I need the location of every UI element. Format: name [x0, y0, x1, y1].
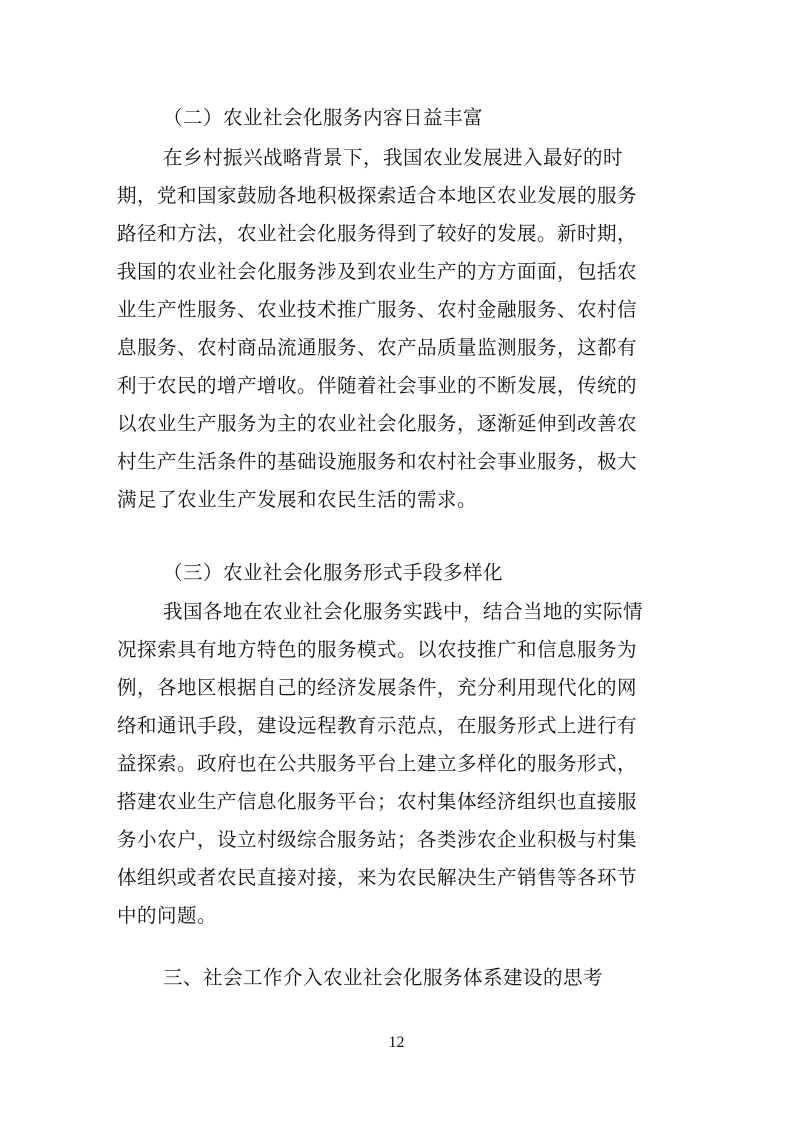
paragraph-line: 以农业生产服务为主的农业社会化服务，逐渐延伸到改善农 [117, 412, 638, 435]
section-heading-2: （二）农业社会化服务内容日益丰富 [163, 106, 484, 129]
section-heading-3: （三）农业社会化服务形式手段多样化 [163, 561, 504, 584]
paragraph-line: 搭建农业生产信息化服务平台；农村集体经济组织也直接服 [117, 790, 638, 813]
paragraph-line: 息服务、农村商品流通服务、农产品质量监测服务，这都有 [117, 336, 638, 359]
paragraph-line: 期，党和国家鼓励各地积极探索适合本地区农业发展的服务 [117, 184, 638, 207]
paragraph-line: 村生产生活条件的基础设施服务和农村社会事业服务，极大 [117, 450, 638, 473]
chapter-heading-3: 三、社会工作介入农业社会化服务体系建设的思考 [163, 966, 604, 989]
paragraph-line: 路径和方法，农业社会化服务得到了较好的发展。新时期， [117, 222, 638, 245]
paragraph-line: 例，各地区根据自己的经济发展条件，充分利用现代化的网 [117, 676, 638, 699]
paragraph-line: 我国各地在农业社会化服务实践中，结合当地的实际情 [163, 600, 644, 623]
paragraph-line: 利于农民的增产增收。伴随着社会事业的不断发展，传统的 [117, 374, 638, 397]
paragraph-line: 业生产性服务、农业技术推广服务、农村金融服务、农村信 [117, 298, 638, 321]
paragraph-line: 体组织或者农民直接对接，来为农民解决生产销售等各环节 [117, 866, 638, 889]
paragraph-line: 中的问题。 [117, 904, 218, 927]
paragraph-line: 满足了农业生产发展和农民生活的需求。 [117, 488, 478, 511]
paragraph-line: 益探索。政府也在公共服务平台上建立多样化的服务形式， [117, 752, 638, 775]
page-number: 12 [388, 1034, 405, 1051]
paragraph-line: 在乡村振兴战略背景下，我国农业发展进入最好的时 [163, 146, 624, 169]
paragraph-line: 络和通讯手段，建设远程教育示范点，在服务形式上进行有 [117, 714, 638, 737]
paragraph-line: 我国的农业社会化服务涉及到农业生产的方方面面，包括农 [117, 260, 638, 283]
paragraph-line: 务小农户，设立村级综合服务站；各类涉农企业积极与村集 [117, 828, 638, 851]
paragraph-line: 况探索具有地方特色的服务模式。以农技推广和信息服务为 [117, 638, 638, 661]
